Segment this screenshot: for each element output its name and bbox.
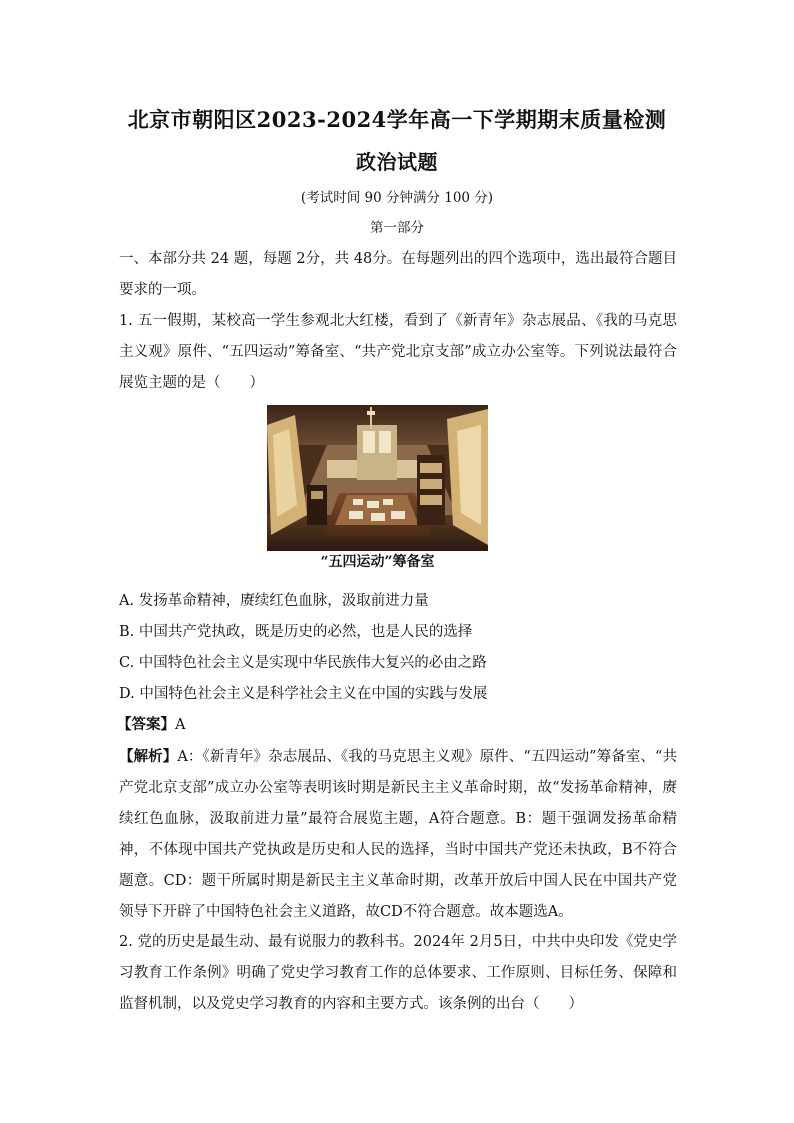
- question-1-option-a: A. 发扬革命精神，赓续红色血脉，汲取前进力量: [119, 593, 429, 609]
- question-1-option-d: D. 中国特色社会主义是科学社会主义在中国的实践与发展: [119, 686, 488, 702]
- question-1-stem: 1. 五一假期，某校高一学生参观北大红楼，看到了《新青年》杂志展品、《我的马克思主义观》原件、“五四运动”筹备室、“共产党北京支部”成立办公室等。下列说法最符合展览主题的是（ ）: [119, 313, 677, 391]
- answer-tag: 【答案】: [117, 716, 175, 733]
- section-instructions: 一、本部分共 24 题，每题 2分，共 48分。在每题列出的四个选项中，选出最符合题目要求的一项。: [119, 251, 677, 298]
- question-1-answer: [117, 715, 185, 735]
- part-heading: 第一部分: [370, 220, 424, 236]
- question-2-stem: 2. 党的历史是最生动、最有说服力的教科书。2024年 2月5日，中共中央印发《党史学习教育工作条例》明确了党史学习教育工作的总体要求、工作原则、目标任务、保障和监督机制，以及党史学习教育的内容和主要方式。该条例的出台（ ）: [119, 934, 677, 1012]
- question-1-analysis: [119, 741, 677, 928]
- answer-value: A: [175, 717, 186, 733]
- analysis-tag: 【解析】: [119, 748, 178, 765]
- question-1-option-c: C. 中国特色社会主义是实现中华民族伟大复兴的必由之路: [119, 655, 487, 671]
- exam-info: (考试时间 90 分钟满分 100 分): [300, 190, 494, 206]
- document-subtitle: 政治试题: [356, 150, 438, 174]
- document-title: 北京市朝阳区2023-2024学年高一下学期期末质量检测: [127, 107, 667, 132]
- photo-may-fourth-preparation-room: [267, 405, 488, 551]
- analysis-text: A：《新青年》杂志展品、《我的马克思主义观》原件、“五四运动”筹备室、“共产党北京支部”成立办公室等表明该时期是新民主主义革命时期，故“发扬革命精神，赓续红色血脉，汲取前进力量”最符合展览主题，A符合题意。B：题干强调发扬革命精神，不体现中国共产党执政是历史和人民的选择，当时中国共产党还未执政，B不符合题意。CD：题干所属时期是新民主主义革命时期，改革开放后中国人民在中国共产党领导下开辟了中国特色社会主义道路，故CD不符合题意。故本题选A。: [119, 749, 677, 920]
- photo-caption: “五四运动”筹备室: [320, 554, 435, 570]
- question-1-option-b: B. 中国共产党执政，既是历史的必然，也是人民的选择: [119, 624, 473, 640]
